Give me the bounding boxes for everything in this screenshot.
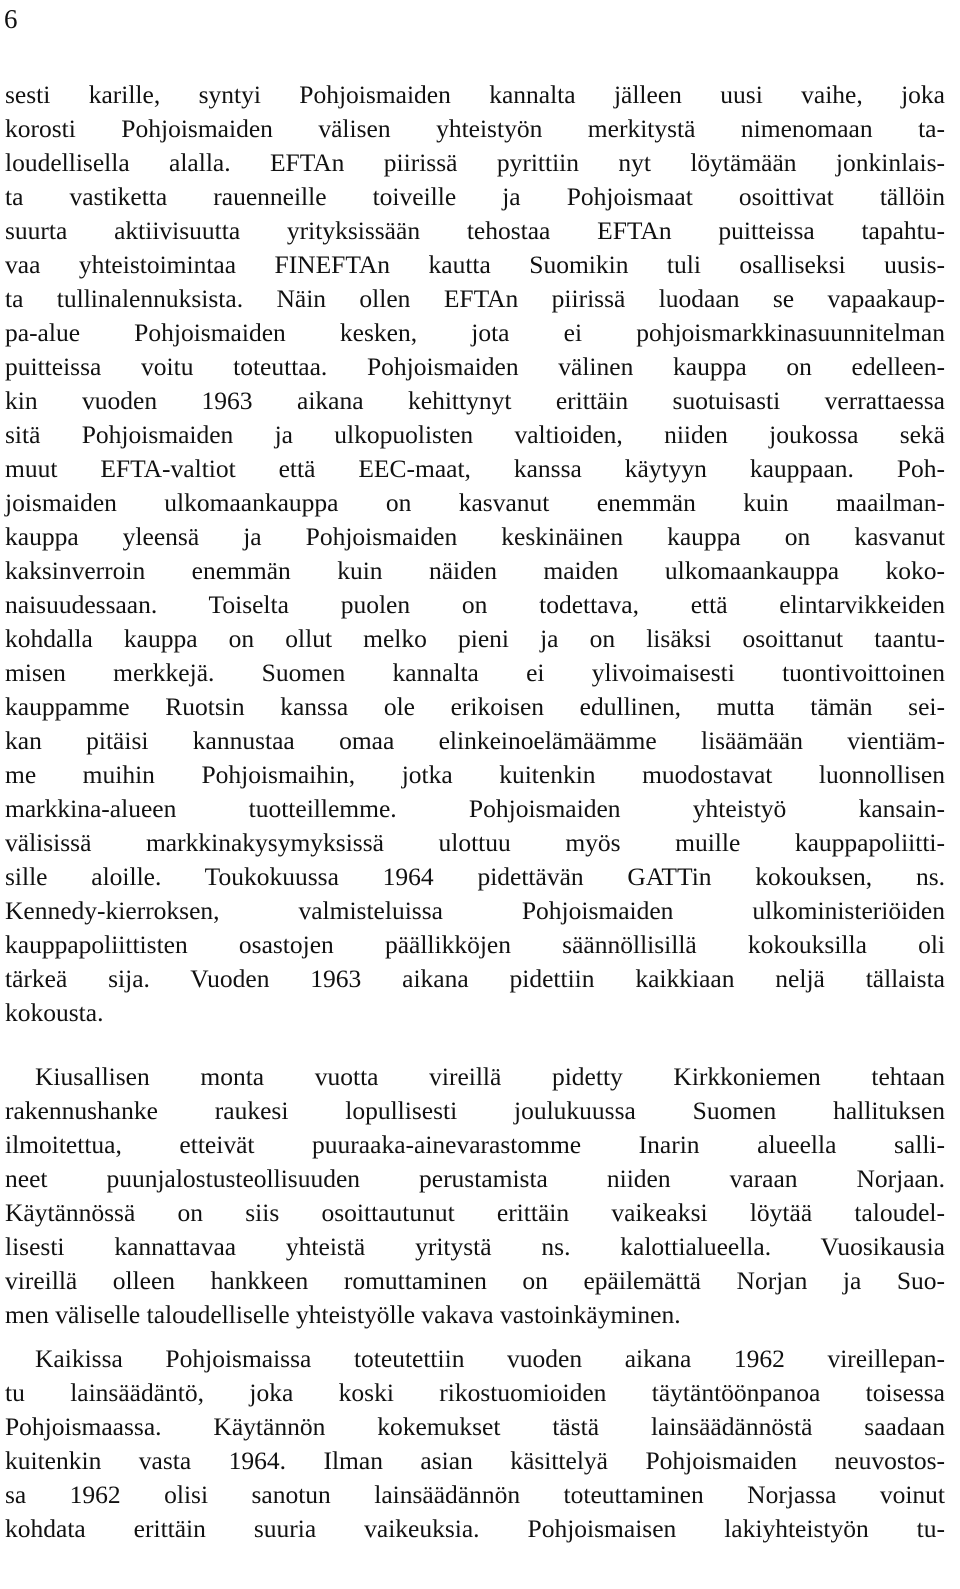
text-line: men väliselle taloudelliselle yhteistyölle vakava vastoinkäyminen.	[5, 1300, 681, 1329]
text-line: sesti karille, syntyi Pohjoismaiden kannalta jälleen uusi vaihe, joka	[5, 80, 945, 109]
paragraph-kirkkoniemi-factory	[5, 1060, 945, 1332]
text-line: kauppapoliittisten osastojen päällikköjen säännöllisillä kokouksilla oli	[5, 930, 945, 959]
text-line: suurta aktiivisuutta yrityksissään tehostaa EFTAn puitteissa tapahtu-	[5, 216, 945, 245]
text-line: loudellisella alalla. EFTAn piirissä pyrittiin nyt löytämään jonkinlais-	[5, 148, 945, 177]
text-line: sille aloille. Toukokuussa 1964 pidettävän GATTin kokouksen, ns.	[5, 862, 945, 891]
text-line: sa 1962 olisi sanotun lainsäädännön toteuttaminen Norjassa voinut	[5, 1480, 945, 1509]
text-line: puitteissa voitu toteuttaa. Pohjoismaiden välinen kauppa on edelleen-	[5, 352, 945, 381]
paragraph-nordic-trade	[5, 78, 945, 1030]
text-line: kohdata erittäin suuria vaikeuksia. Pohjoismaisen lakiyhteistyön tu-	[5, 1514, 945, 1543]
text-line: kin vuoden 1963 aikana kehittynyt erittäin suotuisasti verrattaessa	[5, 386, 945, 415]
text-line: neet puunjalostusteollisuuden perustamista niiden varaan Norjaan.	[5, 1164, 945, 1193]
text-line: ta tullinalennuksista. Näin ollen EFTAn piirissä luodaan se vapaakaup-	[5, 284, 945, 313]
text-line: sitä Pohjoismaiden ja ulkopuolisten valtioiden, niiden joukossa sekä	[5, 420, 945, 449]
text-line: markkina-alueen tuotteillemme. Pohjoismaiden yhteistyö kansain-	[5, 794, 945, 823]
paragraph-criminal-judgments	[5, 1342, 945, 1546]
text-line: korosti Pohjoismaiden välisen yhteistyön merkitystä nimenomaan ta-	[5, 114, 945, 143]
text-line: kauppa yleensä ja Pohjoismaiden keskinäinen kauppa on kasvanut	[5, 522, 945, 551]
text-line: vaa yhteistoimintaa FINEFTAn kautta Suomikin tuli osalliseksi uusis-	[5, 250, 945, 279]
text-line: kokousta.	[5, 998, 104, 1027]
text-line: me muihin Pohjoismaihin, jotka kuitenkin muodostavat luonnollisen	[5, 760, 945, 789]
text-line: välisissä markkinakysymyksissä ulottuu myös muille kauppapoliitti-	[5, 828, 945, 857]
text-line: kauppamme Ruotsin kanssa ole erikoisen edullinen, mutta tämän sei-	[5, 692, 945, 721]
text-line: ilmoitettua, etteivät puuraaka-ainevarastomme Inarin alueella salli-	[5, 1130, 945, 1159]
text-line: Pohjoismaassa. Käytännön kokemukset tästä lainsäädännöstä saadaan	[5, 1412, 945, 1441]
text-line: naisuudessaan. Toiselta puolen on todettava, että elintarvikkeiden	[5, 590, 945, 619]
text-line: tu lainsäädäntö, joka koski rikostuomioiden täytäntöönpanoa toisessa	[5, 1378, 945, 1407]
text-line: muut EFTA-valtiot että EEC-maat, kanssa käytyyn kauppaan. Poh-	[5, 454, 945, 483]
text-line: kohdalla kauppa on ollut melko pieni ja on lisäksi osoittanut taantu-	[5, 624, 945, 653]
page-number: 6	[4, 4, 18, 34]
text-line: kuitenkin vasta 1964. Ilman asian käsittelyä Pohjoismaiden neuvostos-	[5, 1446, 945, 1475]
text-line: Kennedy-kierroksen, valmisteluissa Pohjoismaiden ulkoministeriöiden	[5, 896, 945, 925]
text-line: Kaikissa Pohjoismaissa toteutettiin vuoden aikana 1962 vireillepan-	[35, 1344, 945, 1373]
text-line: rakennushanke raukesi lopullisesti joulukuussa Suomen hallituksen	[5, 1096, 945, 1125]
text-line: kan pitäisi kannustaa omaa elinkeinoelämäämme lisäämään vientiäm-	[5, 726, 945, 755]
text-line: misen merkkejä. Suomen kannalta ei ylivoimaisesti tuontivoittoinen	[5, 658, 945, 687]
text-line: vireillä olleen hankkeen romuttaminen on epäilemättä Norjan ja Suo-	[5, 1266, 945, 1295]
text-line: tärkeä sija. Vuoden 1963 aikana pidettiin kaikkiaan neljä tällaista	[5, 964, 945, 993]
text-line: pa-alue Pohjoismaiden kesken, jota ei pohjoismarkkinasuunnitelman	[5, 318, 945, 347]
text-line: Kiusallisen monta vuotta vireillä pidetty Kirkkoniemen tehtaan	[35, 1062, 945, 1091]
text-line: joismaiden ulkomaankauppa on kasvanut enemmän kuin maailman-	[5, 488, 945, 517]
text-line: kaksinverroin enemmän kuin näiden maiden ulkomaankauppa koko-	[5, 556, 945, 585]
text-line: lisesti kannattavaa yhteistä yritystä ns. kalottialueella. Vuosikausia	[5, 1232, 945, 1261]
text-line: ta vastiketta rauenneille toiveille ja Pohjoismaat osoittivat tällöin	[5, 182, 945, 211]
text-line: Käytännössä on siis osoittautunut erittäin vaikeaksi löytää taloudel-	[5, 1198, 945, 1227]
